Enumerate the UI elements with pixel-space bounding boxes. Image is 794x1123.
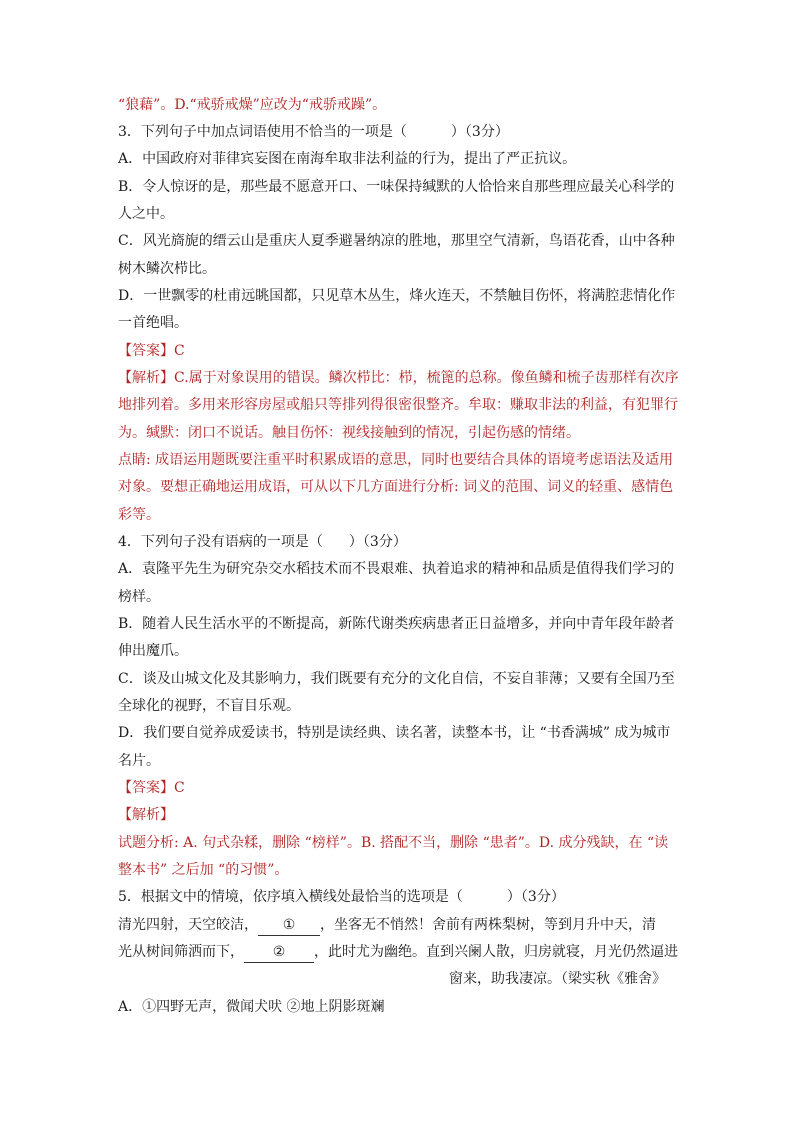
- q5-passage-text: 清光四射，天空皎洁，: [118, 917, 258, 933]
- q4-option-c-cont: 全球化的视野，不盲目乐观。: [118, 698, 300, 714]
- question-5-text: 5．根据文中的情境，依序填入横线处最恰当的选项是（: [118, 889, 463, 905]
- question-4-text: 4．下列句子没有语病的一项是（: [118, 534, 323, 550]
- q3-analysis-line-2: 地排列着。多用来形容房屋或船只等排列得很密很整齐。牟取：赚取非法的利益，有犯罪行: [118, 397, 678, 413]
- q4-option-b-cont: 伸出魔爪。: [118, 643, 188, 659]
- q4-option-a: A．袁隆平先生为研究杂交水稻技术而不畏艰难、执着追求的精神和品质是值得我们学习的: [118, 561, 675, 577]
- q4-analysis: 试题分析: A. 句式杂糅，删除 “榜样”。B. 搭配不当，删除 “患者”。D. 成分残缺，在 “读: [118, 835, 669, 851]
- q3-option-b: B．令人惊讶的是，那些最不愿意开口、一味保持缄默的人恰恰来自那些理应最关心科学的: [118, 179, 675, 195]
- q3-option-c: C．风光旖旎的缙云山是重庆人夏季避暑纳凉的胜地，那里空气清新，鸟语花香，山中各种: [118, 233, 675, 249]
- q4-option-c: C．谈及山城文化及其影响力，我们既要有充分的文化自信，不妄自菲薄；又要有全国乃至: [118, 671, 675, 687]
- q3-option-d: D．一世飘零的杜甫远眺国都，只见草木丛生，烽火连天，不禁触目伤怀，将满腔悲情化作: [118, 288, 676, 304]
- q3-answer: 【答案】C: [118, 343, 185, 359]
- fill-blank-2: ②: [244, 942, 314, 963]
- question-4-score: ）（3分）: [348, 534, 407, 550]
- q4-analysis-label: 【解析】: [118, 807, 174, 823]
- q5-option-a: A．①四野无声，微闻犬吠 ②地上阴影斑斓: [118, 999, 385, 1015]
- q5-passage-text: ，此时尤为幽绝。直到兴阑人散，归房就寝，月光仍然逼进: [314, 944, 678, 960]
- question-3-stem: [118, 122, 509, 142]
- question-5-stem: [118, 887, 565, 907]
- q4-answer: 【答案】C: [118, 780, 185, 796]
- q5-passage-line-3: 窗来，助我凄凉。（梁实秋《雅舍》: [449, 971, 666, 987]
- q3-option-a: A．中国政府对菲律宾妄图在南海牟取非法利益的行为，提出了严正抗议。: [118, 151, 577, 167]
- q4-option-d: D．我们要自觉养成爱读书，特别是读经典、读名著，读整本书，让 “书香满城” 成为城市: [118, 725, 671, 741]
- q5-passage-text: ，坐客无不悄然！舍前有两株梨树，等到月升中天，清: [320, 917, 656, 933]
- question-3-score: ）（3分）: [450, 124, 509, 140]
- q4-analysis-line-2: 整本书” 之后加 “的习惯”。: [118, 862, 289, 878]
- q3-tip: 点睛: 成语运用题既要注重平时积累成语的意思，同时也要结合具体的语境考虑语法及适用: [118, 452, 674, 468]
- q3-analysis-line-3: 为。缄默：闭口不说话。触目伤怀：视线接触到的情况，引起伤感的情绪。: [118, 425, 580, 441]
- q3-tip-line-3: 彩等。: [118, 507, 160, 523]
- fill-blank-1: ①: [258, 915, 320, 936]
- q5-passage-text: 光从树间筛洒而下，: [118, 944, 244, 960]
- q4-option-b: B．随着人民生活水平的不断提高，新陈代谢类疾病患者正日益增多，并向中青年段年龄者: [118, 616, 675, 632]
- question-3-text: 3．下列句子中加点词语使用不恰当的一项是（: [118, 124, 407, 140]
- q3-option-b-cont: 人之中。: [118, 206, 174, 222]
- q3-analysis: 【解析】C.属于对象误用的错误。鳞次栉比：栉，梳篦的总称。像鱼鳞和梳子齿那样有次序: [118, 370, 679, 386]
- q4-option-a-cont: 榜样。: [118, 589, 160, 605]
- q3-tip-line-2: 对象。要想正确地运用成语，可从以下几方面进行分析: 词义的范围、词义的轻重、感情色: [118, 479, 674, 495]
- q5-passage-line-1: [118, 915, 656, 936]
- q3-option-c-cont: 树木鳞次栉比。: [118, 261, 216, 277]
- question-5-score: ）（3分）: [506, 889, 565, 905]
- question-4-stem: [118, 532, 407, 552]
- prev-answer-tail: “狼藉”。D.“戒骄戒燥”应改为“戒骄戒躁”。: [118, 97, 387, 113]
- q3-option-d-cont: 一首绝唱。: [118, 315, 188, 331]
- q4-option-d-cont: 名片。: [118, 753, 160, 769]
- q5-passage-line-2: [118, 942, 678, 963]
